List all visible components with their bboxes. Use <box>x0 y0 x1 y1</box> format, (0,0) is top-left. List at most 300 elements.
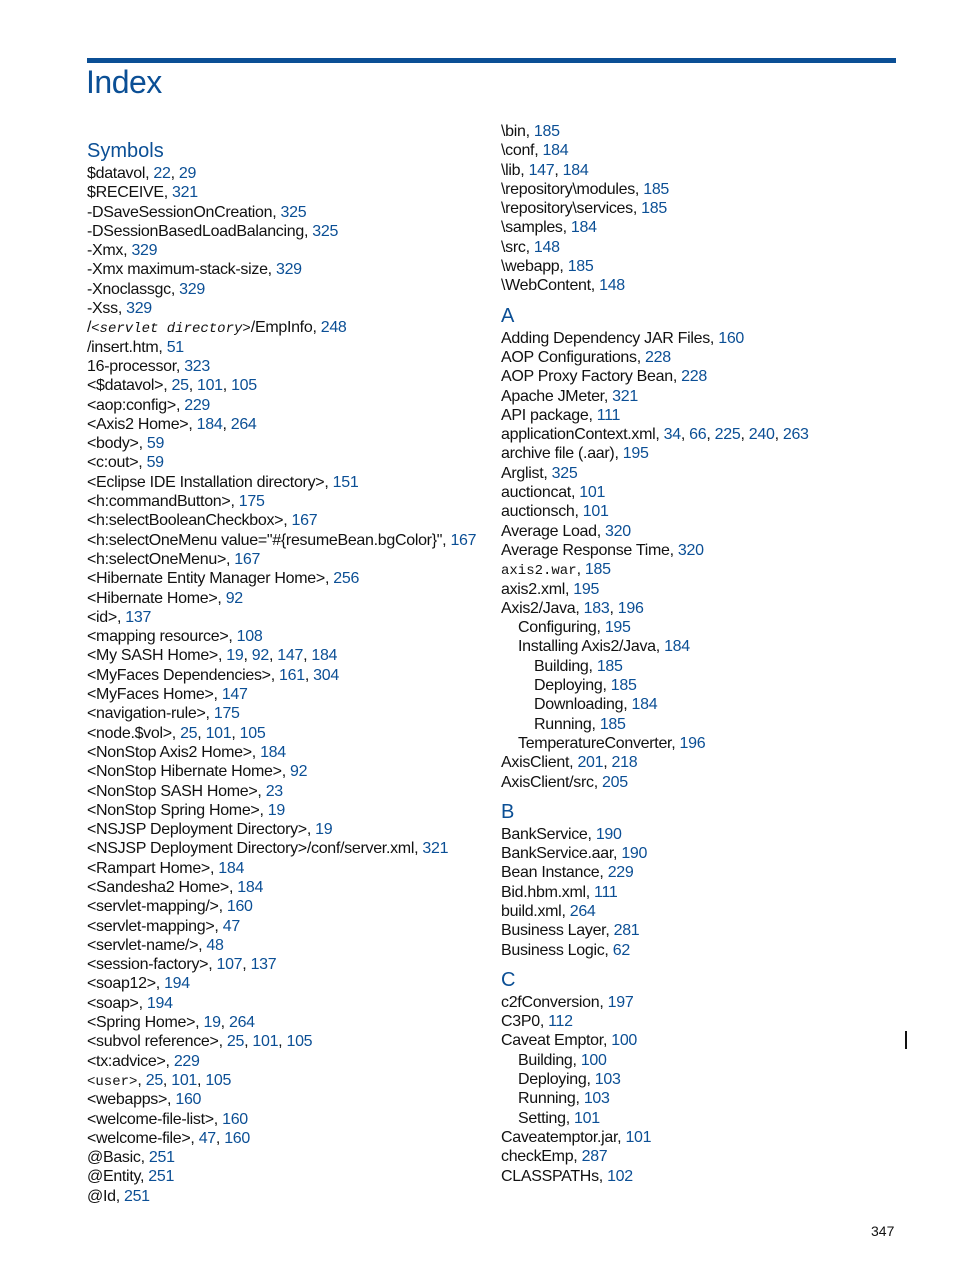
index-entry <box>87 608 497 627</box>
page-references: , 329 <box>267 261 302 279</box>
page-reference-link[interactable]: 175 <box>213 705 240 723</box>
page-reference-link[interactable]: 185 <box>643 180 670 198</box>
index-term <box>87 570 325 587</box>
index-entry <box>87 589 497 608</box>
index-term <box>87 1074 137 1090</box>
page-references: , 19 <box>259 801 285 819</box>
page-reference-link[interactable]: 147 <box>221 686 248 704</box>
page-reference-link[interactable]: 184 <box>631 696 658 714</box>
index-term <box>501 181 635 198</box>
page-reference-link[interactable]: 148 <box>533 238 560 256</box>
page-reference-link[interactable]: 329 <box>179 280 205 298</box>
page-reference-link[interactable]: 101 <box>574 1109 600 1127</box>
page-references: , 281 <box>605 922 640 940</box>
page-references: , 329 <box>170 280 205 298</box>
page-references: , 92 <box>281 763 308 781</box>
page-reference-link[interactable]: 25 <box>145 1071 163 1089</box>
index-entry <box>501 502 911 521</box>
page-references: , 101 <box>570 484 606 502</box>
page-reference-link[interactable]: 196 <box>617 599 644 617</box>
page-references: , 184 <box>534 142 569 160</box>
index-section-heading: B <box>501 800 515 823</box>
page-references: , 47, 160 <box>190 1129 250 1147</box>
page-references: , 251 <box>115 1187 150 1205</box>
index-term-text: TemperatureConverter <box>518 734 672 752</box>
index-entry <box>501 825 911 844</box>
page-reference-link[interactable]: 184 <box>542 142 569 160</box>
page-reference-link[interactable]: 185 <box>584 561 611 579</box>
index-term-text: Setting <box>518 1109 566 1127</box>
page-references: , 251 <box>140 1149 175 1167</box>
index-term-text: / <box>87 319 92 337</box>
page-reference-link[interactable]: 225 <box>714 426 741 444</box>
index-term-text: Bid.hbm.xml <box>501 883 586 901</box>
page-reference-link[interactable]: 201 <box>577 754 604 772</box>
index-entry <box>501 141 911 160</box>
page-reference-link[interactable]: 101 <box>579 484 606 502</box>
page-references: , 184 <box>655 638 690 656</box>
page-reference-link[interactable]: 137 <box>250 956 277 974</box>
page-reference-link[interactable]: 325 <box>551 464 578 482</box>
index-term-text: \conf <box>501 142 535 160</box>
page-reference-link[interactable]: 51 <box>166 338 184 356</box>
index-term-text: Axis2/Java <box>501 599 576 617</box>
index-entry <box>87 434 497 453</box>
page-reference-link[interactable]: 111 <box>594 883 618 901</box>
index-term-text: <Eclipse IDE Installation directory> <box>87 473 325 491</box>
index-term-text: @Basic <box>87 1149 141 1167</box>
index-entry <box>501 676 911 695</box>
page-reference-link[interactable]: 329 <box>126 300 152 318</box>
page-reference-link[interactable]: 101 <box>252 1033 279 1051</box>
page-references: , 103 <box>575 1090 610 1108</box>
index-term <box>87 1168 140 1185</box>
page-reference-link[interactable]: 62 <box>612 941 630 959</box>
page-reference-link[interactable]: 137 <box>125 608 152 626</box>
index-term-text: @Entity <box>87 1168 140 1186</box>
index-term-text: C3P0 <box>501 1013 540 1031</box>
index-term-text: Arglist <box>501 464 544 482</box>
page-reference-link[interactable]: 19 <box>267 801 285 819</box>
page-reference-link[interactable]: 264 <box>569 902 596 920</box>
page-reference-link[interactable]: 101 <box>171 1071 198 1089</box>
page-reference-link[interactable]: 264 <box>228 1014 255 1032</box>
page-reference-link[interactable]: 59 <box>146 435 165 453</box>
page-reference-link[interactable]: 240 <box>748 426 775 444</box>
page-reference-link[interactable]: 34 <box>663 426 681 444</box>
page-reference-link[interactable]: 29 <box>178 165 197 182</box>
index-term-text: <body> <box>87 435 139 453</box>
page-reference-link[interactable]: 92 <box>290 763 308 781</box>
page-reference-link[interactable]: 105 <box>205 1071 232 1089</box>
page-reference-link[interactable]: 59 <box>146 454 164 472</box>
index-term-text: build.xml <box>501 902 562 920</box>
index-term <box>87 609 117 626</box>
index-entry <box>87 1032 497 1051</box>
page-reference-link[interactable]: 184 <box>196 415 223 433</box>
page-reference-link[interactable]: 100 <box>611 1032 638 1050</box>
index-entry <box>501 941 911 960</box>
page-reference-link[interactable]: 19 <box>315 821 333 839</box>
page-reference-link[interactable]: 251 <box>123 1187 150 1205</box>
page-reference-link[interactable]: 103 <box>583 1090 610 1108</box>
page-reference-link[interactable]: 321 <box>172 184 198 202</box>
index-term <box>87 918 214 935</box>
page-reference-link[interactable]: 184 <box>218 859 245 877</box>
page-references: , 194 <box>155 975 190 993</box>
index-entry <box>87 1052 497 1071</box>
index-term <box>87 1014 195 1031</box>
index-term-text: <webapps> <box>87 1091 168 1109</box>
page-reference-link[interactable]: 101 <box>582 503 609 521</box>
page-reference-link[interactable]: 287 <box>581 1148 608 1166</box>
index-entry <box>87 685 497 704</box>
index-term-text: <servlet-name/> <box>87 936 199 954</box>
index-entry <box>501 657 911 676</box>
page-reference-link[interactable]: 185 <box>533 123 560 140</box>
page-references: , 19, 264 <box>195 1014 255 1032</box>
index-term <box>501 1013 540 1030</box>
index-term-text: -Xmx <box>87 242 124 260</box>
page-reference-link[interactable]: 184 <box>570 219 597 237</box>
page-reference-link[interactable]: 92 <box>225 589 243 607</box>
index-entry <box>87 917 497 936</box>
index-term <box>501 523 597 540</box>
page-reference-link[interactable]: 228 <box>645 348 671 366</box>
page-reference-link[interactable]: 19 <box>203 1014 221 1032</box>
index-term <box>87 705 206 722</box>
page-reference-link[interactable]: 161 <box>279 666 305 684</box>
index-term-text: \src <box>501 238 526 256</box>
page-references: , 196 <box>671 734 706 752</box>
index-term-text: auctionsch <box>501 503 575 521</box>
page-reference-link[interactable]: 183 <box>583 599 610 617</box>
page-references: , 34, 66, 225, 240, 263 <box>655 426 809 444</box>
page-reference-link[interactable]: 190 <box>621 845 648 863</box>
page-reference-link[interactable]: 25 <box>226 1033 245 1051</box>
index-entry <box>501 406 911 425</box>
index-entry <box>87 782 497 801</box>
page-references: , 167 <box>442 531 477 549</box>
page-reference-link[interactable]: 66 <box>689 426 707 444</box>
page-reference-link[interactable]: 101 <box>196 377 223 395</box>
page-reference-link[interactable]: 22 <box>153 165 171 182</box>
page-reference-link[interactable]: 251 <box>148 1168 175 1186</box>
index-entry <box>87 260 497 279</box>
page-reference-link[interactable]: 101 <box>625 1128 652 1146</box>
index-term <box>501 994 599 1011</box>
page-reference-link[interactable]: 195 <box>573 580 600 598</box>
page-reference-link[interactable]: 195 <box>622 445 649 463</box>
index-term <box>534 696 623 713</box>
index-entry <box>87 646 497 665</box>
index-term-text: axis2.xml <box>501 580 565 598</box>
page-reference-link[interactable]: 320 <box>605 522 631 540</box>
page-references: , 229 <box>175 396 211 414</box>
index-term <box>87 261 268 278</box>
page-reference-link[interactable]: 160 <box>224 1129 250 1147</box>
page-reference-link[interactable]: 190 <box>595 825 622 843</box>
index-term <box>501 162 520 179</box>
index-term-text: <soap12> <box>87 975 156 993</box>
page-references: , 229 <box>165 1052 200 1070</box>
index-entry <box>501 1128 911 1147</box>
page-reference-link[interactable]: 101 <box>205 724 232 742</box>
index-term-text: <h:selectOneMenu value="#{resumeBean.bgColor}" <box>87 531 443 549</box>
page-references: , 185 <box>632 200 667 218</box>
index-entry <box>501 161 911 180</box>
index-entry <box>87 164 497 183</box>
page-reference-link[interactable]: 105 <box>239 724 266 742</box>
index-entry <box>501 1109 911 1128</box>
index-term <box>87 763 282 780</box>
page-references: , 190 <box>587 825 622 843</box>
page-reference-link[interactable]: 19 <box>226 647 244 665</box>
page-reference-link[interactable]: 194 <box>146 994 173 1012</box>
index-term <box>87 493 230 510</box>
page-references: , 320 <box>596 522 631 540</box>
index-entry <box>501 425 911 444</box>
index-term <box>501 503 575 520</box>
page-reference-link[interactable]: 281 <box>613 922 640 940</box>
page-reference-link[interactable]: 321 <box>422 840 449 858</box>
index-term-text: <welcome-file-list> <box>87 1110 214 1128</box>
text-cursor <box>905 1031 907 1049</box>
index-entry <box>87 550 497 569</box>
page-reference-link[interactable]: 320 <box>677 541 704 559</box>
index-term <box>87 1053 166 1070</box>
index-term <box>87 184 164 201</box>
page-references: , 197 <box>599 993 634 1011</box>
index-term <box>87 802 259 819</box>
page-reference-link[interactable]: 23 <box>265 782 283 800</box>
index-term-text: <tx:advice> <box>87 1052 166 1070</box>
index-entry <box>87 936 497 955</box>
index-entry <box>87 531 497 550</box>
page-reference-link[interactable]: 195 <box>604 619 631 637</box>
page-references: , 111 <box>588 406 621 424</box>
index-entry <box>501 1070 911 1089</box>
index-term-text: <NonStop Hibernate Home> <box>87 763 282 781</box>
index-entry <box>87 878 497 897</box>
index-term <box>501 1148 573 1165</box>
page-reference-link[interactable]: 218 <box>611 754 638 772</box>
index-entry <box>501 993 911 1012</box>
page-references: , 108 <box>228 628 263 646</box>
index-term-text: Building <box>518 1051 573 1069</box>
index-entry <box>501 1167 911 1186</box>
index-section-heading: A <box>501 304 515 327</box>
index-term-text: \repository\modules <box>501 180 635 198</box>
page-references: , 205 <box>593 773 628 791</box>
page-reference-link[interactable]: 196 <box>679 734 706 752</box>
index-term-text: \bin <box>501 123 526 140</box>
page-references: , 25, 101, 105 <box>137 1071 232 1089</box>
index-term-text: <Hibernate Home> <box>87 589 218 607</box>
page-reference-link[interactable]: 205 <box>602 773 628 791</box>
page-reference-link[interactable]: 184 <box>664 638 690 656</box>
page-reference-link[interactable]: 263 <box>782 426 809 444</box>
page-reference-link[interactable]: 105 <box>231 377 257 395</box>
index-term-text: -Xmx maximum-stack-size <box>87 261 268 279</box>
page-reference-link[interactable]: 229 <box>607 864 634 882</box>
index-term-text: 16-processor <box>87 357 176 375</box>
index-term <box>501 123 526 140</box>
page-reference-link[interactable]: 325 <box>312 222 339 240</box>
index-term-text: Business Logic <box>501 941 605 959</box>
page-reference-link[interactable]: 47 <box>198 1129 216 1147</box>
page-reference-link[interactable]: 197 <box>607 993 634 1011</box>
index-entry <box>87 183 497 202</box>
page-references: , 161, 304 <box>270 666 339 684</box>
index-term <box>501 542 670 559</box>
page-references: , 185 <box>634 180 670 198</box>
page-references: , 51 <box>158 338 184 356</box>
page-reference-link[interactable]: 228 <box>681 368 707 386</box>
page-references: , 167 <box>226 550 261 568</box>
page-reference-link[interactable]: 184 <box>237 878 264 896</box>
index-term <box>87 840 414 857</box>
index-entry <box>501 863 911 882</box>
page-reference-link[interactable]: 185 <box>610 677 637 695</box>
page-references: , 19 <box>306 821 333 839</box>
page-reference-link[interactable]: 25 <box>171 377 189 395</box>
index-entry <box>501 902 911 921</box>
page-reference-link[interactable]: 304 <box>313 666 339 684</box>
index-term <box>501 445 614 462</box>
index-term-text: -Xnoclassgc <box>87 280 171 298</box>
page-reference-link[interactable]: 256 <box>333 570 360 588</box>
page-references: , 184, 264 <box>188 415 257 433</box>
page-reference-link[interactable]: 185 <box>567 258 594 276</box>
index-term-text: @Id <box>87 1187 116 1205</box>
page-references: , 184 <box>209 859 245 877</box>
index-entry <box>501 348 911 367</box>
page-reference-link[interactable]: 185 <box>641 200 667 218</box>
page-reference-link[interactable]: 185 <box>599 715 626 733</box>
index-term <box>501 1129 617 1146</box>
page-reference-link[interactable]: 329 <box>131 242 158 260</box>
page-references: , 160 <box>167 1091 202 1109</box>
page-references: , 22, 29 <box>145 165 197 182</box>
page-reference-link[interactable]: 167 <box>450 531 477 549</box>
index-term <box>87 975 156 992</box>
page-reference-link[interactable]: 167 <box>291 512 318 530</box>
index-term-text: <node.$vol> <box>87 724 172 742</box>
page-reference-link[interactable]: 160 <box>226 898 253 916</box>
page-reference-link[interactable]: 160 <box>718 329 745 347</box>
page-reference-link[interactable]: 112 <box>548 1013 573 1031</box>
index-term-text: Running <box>534 715 592 733</box>
page-reference-link[interactable]: 25 <box>180 724 198 742</box>
index-term-text: <user> <box>87 1073 138 1090</box>
page-reference-link[interactable]: 229 <box>173 1052 200 1070</box>
index-term-text: <servlet-mapping/> <box>87 898 219 916</box>
page-reference-link[interactable]: 248 <box>320 319 347 337</box>
page-references: , 101 <box>617 1128 652 1146</box>
index-term <box>87 744 252 761</box>
page-references: , 23 <box>257 782 283 800</box>
index-term-text: -DSaveSessionOnCreation <box>87 203 273 221</box>
page-reference-link[interactable]: 160 <box>175 1091 202 1109</box>
index-term-text: /insert.htm <box>87 338 159 356</box>
index-term <box>534 677 602 694</box>
index-term-text: Deploying <box>534 677 603 695</box>
page-reference-link[interactable]: 147 <box>528 161 555 179</box>
page-reference-link[interactable]: 184 <box>260 743 286 761</box>
page-references: , 256 <box>324 570 360 588</box>
index-entry <box>501 580 911 599</box>
page-references: , 47 <box>214 917 240 935</box>
index-term-text: Bean Instance <box>501 864 600 882</box>
page-references: , 48 <box>198 936 224 954</box>
page-reference-link[interactable]: 264 <box>230 415 257 433</box>
page-references: , 160 <box>709 329 745 347</box>
page-references: , 195 <box>614 445 649 463</box>
page-reference-link[interactable]: 194 <box>164 975 190 993</box>
index-term-text: axis2.war <box>501 563 577 580</box>
page-reference-link[interactable]: 321 <box>612 387 638 405</box>
index-entry <box>87 280 497 299</box>
page-reference-link[interactable]: 107 <box>216 956 243 974</box>
page-reference-link[interactable]: 167 <box>234 550 261 568</box>
index-term-text: $datavol <box>87 165 146 182</box>
index-entry <box>501 618 911 637</box>
page-reference-link[interactable]: 325 <box>280 203 307 221</box>
page-reference-link[interactable]: 329 <box>275 261 302 279</box>
page-reference-link[interactable]: 108 <box>236 628 263 646</box>
index-term <box>87 377 163 394</box>
page-reference-link[interactable]: 160 <box>222 1110 248 1128</box>
page-reference-link[interactable]: 48 <box>206 936 224 954</box>
page-reference-link[interactable]: 184 <box>562 161 589 179</box>
index-term-text: CLASSPATHs <box>501 1167 599 1185</box>
index-term-text: Adding Dependency JAR Files <box>501 329 710 347</box>
page-references: , 102 <box>598 1167 633 1185</box>
page-reference-link[interactable]: 102 <box>607 1167 633 1185</box>
page-reference-link[interactable]: 151 <box>332 473 359 491</box>
page-reference-link[interactable]: 184 <box>311 647 338 665</box>
index-term <box>87 281 171 298</box>
index-entry <box>87 974 497 993</box>
page-reference-link[interactable]: 47 <box>222 917 240 935</box>
index-entry <box>87 1071 497 1090</box>
page-reference-link[interactable]: 147 <box>277 647 304 665</box>
index-entry <box>87 1110 497 1129</box>
page-reference-link[interactable]: 175 <box>238 493 265 511</box>
index-term-text: \webapp <box>501 258 560 276</box>
page-references: , 185 <box>559 258 594 276</box>
page-reference-link[interactable]: 103 <box>594 1071 621 1089</box>
page-reference-link[interactable]: 100 <box>580 1051 607 1069</box>
page-reference-link[interactable]: 105 <box>286 1033 313 1051</box>
page-reference-link[interactable]: 111 <box>596 406 621 424</box>
page-reference-link[interactable]: 229 <box>184 396 211 414</box>
page-reference-link[interactable]: 185 <box>596 657 623 675</box>
page-references: , 329 <box>123 242 158 260</box>
page-references: , 228 <box>636 348 671 366</box>
page-reference-link[interactable]: 251 <box>148 1149 175 1167</box>
page-number: 347 <box>871 1223 895 1239</box>
index-term <box>501 600 575 617</box>
index-entry <box>501 773 911 792</box>
page-reference-link[interactable]: 323 <box>184 357 210 375</box>
page-reference-link[interactable]: 92 <box>251 647 269 665</box>
index-section-heading: C <box>501 968 516 991</box>
page-references: , 147, 184 <box>520 161 589 179</box>
index-term <box>87 628 228 645</box>
page-reference-link[interactable]: 148 <box>599 277 625 295</box>
